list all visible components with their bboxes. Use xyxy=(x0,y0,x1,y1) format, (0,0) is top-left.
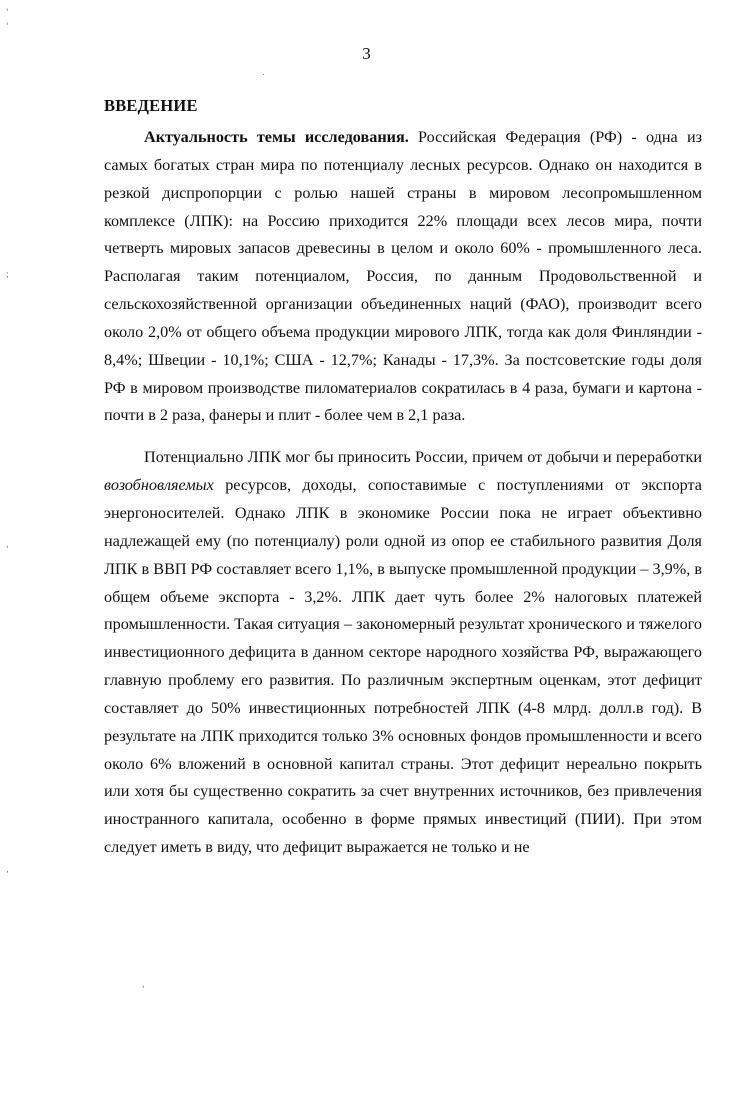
paragraph-relevance xyxy=(104,124,702,430)
scan-artifact: . xyxy=(262,68,265,78)
section-heading: ВВЕДЕНИЕ xyxy=(104,96,198,115)
page-number: 3 xyxy=(362,44,371,63)
scan-artifact: , xyxy=(6,865,9,875)
emphasized-word: возобновляемых xyxy=(104,476,214,495)
paragraph-text: Потенциально ЛПК мог бы приносить России, причем от добычи и переработки xyxy=(144,448,702,467)
body-text xyxy=(104,124,702,862)
paragraph-text: Российская Федерация (РФ) - одна из самых богатых стран мира по потенциалу лесных ресурсов. Однако он находится в резкой диспропорции с ролью нашей страны в мировом лесопромышленном комплексе (ЛПК): на Россию приходится 22% площади всех лесов мира, почти четверть мировых запасов древесины в целом и около 60% - промышленного леса. Располагая таким потенциалом, Россия, по данным Продовольственной и сельскохозяйственной организации объединенных наций (ФАО), производит всего около 2,0% от общего объема продукции мирового ЛПК, тогда как доля Финляндии - 8,4%; Швеции - 10,1%; США - 12,7%; Канады - 17,3%. За постсоветские годы доля РФ в мировом производстве пиломатериалов сократилась в 4 раза, бумаги и картона - почти в 2 раза, фанеры и плит - более чем в 2,1 раза. xyxy=(104,128,702,425)
scan-artifact: ' xyxy=(6,8,9,18)
paragraph-text: ресурсов, доходы, сопоставимые с поступлениями от экспорта энергоносителей. Однако ЛПК в экономике России пока не играет объективно надлежащей ему (по потенциалу) роли одной из опор ее стабильного развития Доля ЛПК в ВВП РФ составляет всего 1,1%, в выпуске промышленной продукции – 3,9%, в общем объеме экспорта - 3,2%. ЛПК дает чуть более 2% налоговых платежей промышленности. Такая ситуация – закономерный результат хронического и тяжелого инвестиционного дефицита в данном секторе народного хозяйства РФ, выражающего главную проблему его развития. По различным экспертным оценкам, этот дефицит составляет до 50% инвестиционных потребностей ЛПК (4-8 млрд. долл.в год). В результате на ЛПК приходится только 3% основных фондов промышленности и всего около 6% вложений в основной капитал страны. Этот дефицит нереально покрыть или хотя бы существенно сократить за счет внутренних источников, без привлечения иностранного капитала, особенно в форме прямых инвестиций (ПИИ). При этом следует иметь в виду, что дефицит выражается не только и не xyxy=(104,476,702,857)
scan-artifact: ' xyxy=(6,22,9,32)
scan-artifact: ; xyxy=(6,270,10,280)
paragraph-potential xyxy=(104,444,702,862)
scan-artifact: ' xyxy=(6,545,9,555)
paragraph-lead: Актуальность темы исследования. xyxy=(144,128,409,146)
scan-artifact: , xyxy=(142,980,145,990)
